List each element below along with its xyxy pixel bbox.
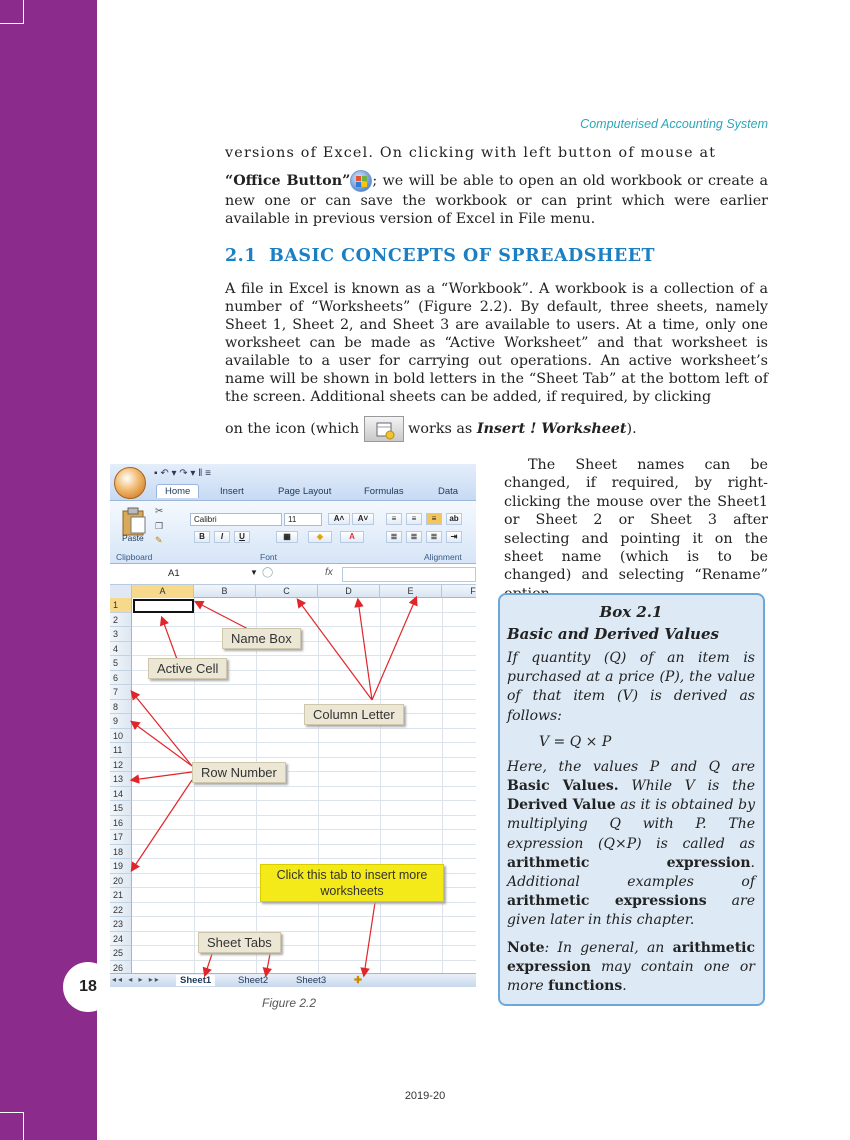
column-header: E: [380, 585, 442, 598]
row-header: 6: [110, 671, 132, 686]
tab-insert: Insert: [220, 486, 244, 497]
row-header: 10: [110, 729, 132, 744]
italic-icon: I: [214, 531, 230, 543]
function-wizard-icon: ◯: [262, 567, 274, 578]
row-header: 15: [110, 801, 132, 816]
bold-icon: B: [194, 531, 210, 543]
callout-sheet-tabs: Sheet Tabs: [198, 932, 281, 953]
border-icon: ▦: [276, 531, 298, 543]
indent-icon: ⇥: [446, 531, 462, 543]
sheet-nav-icon: ◂◂ ◂ ▸ ▸▸: [112, 975, 161, 984]
paragraph-office-button: [225, 170, 768, 228]
callout-column-letter: Column Letter: [304, 704, 404, 725]
footer-year: 2019-20: [404, 1090, 446, 1102]
section-number: 2.1: [225, 246, 257, 266]
insert-worksheet-icon: [364, 416, 404, 442]
fill-color-icon: ◈: [308, 531, 332, 543]
office-button-icon: [350, 170, 372, 192]
insert-worksheet-tab-icon: ✚: [354, 975, 362, 986]
tab-formulas: Formulas: [364, 486, 404, 497]
section-heading: [225, 246, 655, 266]
row-header: 4: [110, 642, 132, 657]
align-right-icon: ≣: [426, 531, 442, 543]
row-header: 19: [110, 859, 132, 874]
sheet-tab-1: Sheet1: [176, 975, 215, 986]
box-note: Note: In general, an arithmetic expression may contain one or more functions.: [507, 939, 756, 995]
quick-access-toolbar: ▪ ↶ ▾ ↷ ▾ ‖ ≡: [154, 468, 211, 479]
box-subtitle: Basic and Derived Values: [507, 625, 719, 643]
row-header: 20: [110, 874, 132, 889]
icon-line-text: on the icon (which: [225, 421, 360, 437]
row-header: 7: [110, 685, 132, 700]
callout-insert-tab: Click this tab to insert more worksheets: [260, 864, 444, 902]
font-color-icon: A: [340, 531, 364, 543]
figure-caption: Figure 2.2: [262, 996, 317, 1010]
row-header: 23: [110, 917, 132, 932]
align-middle-icon: ≡: [406, 513, 422, 525]
paragraph-line-1: versions of Excel. On clicking with left button of mouse at: [225, 145, 717, 161]
box-paragraph-1: If quantity (Q) of an item is purchased at a price (P), the value of that item (V) is derived as follows:: [507, 650, 755, 724]
copy-icon: ❐: [155, 521, 164, 531]
underline-icon: U: [234, 531, 250, 543]
name-box: A1: [168, 568, 180, 579]
row-header: 5: [110, 656, 132, 671]
section-title: BASIC CONCEPTS OF SPREADSHEET: [268, 246, 656, 266]
row-header: 2: [110, 613, 132, 628]
row-header: 9: [110, 714, 132, 729]
align-bottom-icon: ≡: [426, 513, 442, 525]
row-header: 17: [110, 830, 132, 845]
font-name-box: Calibri: [190, 513, 282, 526]
group-clipboard: Clipboard: [116, 552, 153, 562]
paragraph-icon-line: [225, 416, 768, 442]
column-header: D: [318, 585, 380, 598]
info-box: [498, 593, 765, 1006]
row-header: 8: [110, 700, 132, 715]
group-font: Font: [260, 552, 278, 562]
sheet-tab-3: Sheet3: [296, 975, 327, 986]
callout-row-number: Row Number: [192, 762, 286, 783]
column-header: B: [194, 585, 256, 598]
box-title: Box 2.1: [599, 603, 663, 621]
row-header: 1: [110, 598, 132, 613]
box-formula: V = Q × P: [539, 733, 612, 750]
row-header: 3: [110, 627, 132, 642]
format-painter-icon: ✎: [155, 535, 163, 545]
column-header: A: [132, 585, 194, 598]
column-header: F: [470, 586, 476, 596]
paragraph-rename: The Sheet names can be changed, if required, by right-clicking the mouse over the Sheet1 or Sheet 2 or Sheet 3 after selecting and pointing it on the sheet name (which is to be changed) and selecting “Rename”: [504, 457, 768, 584]
name-box-dropdown-icon: ▼: [250, 568, 258, 577]
icon-line-end: ).: [626, 421, 637, 437]
tab-home: Home: [156, 484, 199, 498]
tab-data: Data: [438, 486, 459, 497]
orientation-icon: ab: [446, 513, 462, 525]
box-paragraph-2: Here, the values P and Q are Basic Values. While V is the Derived Value as it is obtained by multiplying Q with P. The expression (Q×P) is called as arithmetic expression. Additional examples of arithmetic expressions are given later in this chapter.: [507, 758, 756, 929]
column-header: C: [256, 585, 318, 598]
excel-figure: [110, 464, 476, 987]
row-header: 16: [110, 816, 132, 831]
tab-page-layout: Page Layout: [278, 486, 332, 497]
align-left-icon: ≣: [386, 531, 402, 543]
row-header: 11: [110, 743, 132, 758]
row-header: 18: [110, 845, 132, 860]
row-header: 25: [110, 946, 132, 961]
row-header: 21: [110, 888, 132, 903]
callout-name-box: Name Box: [222, 628, 301, 649]
shrink-font-icon: A˅: [352, 513, 374, 525]
align-center-icon: ≣: [406, 531, 422, 543]
sheet-tab-2: Sheet2: [238, 975, 269, 986]
align-top-icon: ≡: [386, 513, 402, 525]
office-button-term: “Office Button”: [225, 173, 351, 189]
icon-line-text-2: works as: [408, 421, 473, 437]
row-header: 12: [110, 758, 132, 773]
callout-active-cell: Active Cell: [148, 658, 227, 679]
row-header: 22: [110, 903, 132, 918]
fx-icon: fx: [325, 567, 333, 578]
row-header: 13: [110, 772, 132, 787]
annotation-arrows: [110, 464, 476, 987]
row-header: 26: [110, 961, 132, 976]
crop-mark-bottom: [0, 1112, 24, 1140]
cut-icon: ✂: [155, 506, 164, 517]
font-size-box: 11: [284, 513, 322, 526]
page-number: 18: [63, 962, 113, 1012]
crop-mark-top: [0, 0, 24, 24]
paragraph-workbook: A file in Excel is known as a “Workbook”. A workbook is a collection of a number of “Worksheets” (Figure 2.2). By default, three sheets, namely Sheet 1, Sheet 2, and Sheet 3 are available to users. At a time, only one worksheet can be made as “Active Worksheet” and that worksheet is available to a user for carrying out operations. An active worksheet’s name will be shown in bold letters in the “Sheet Tab” at the bottom left of the screen. Additional sheets can be added, if required, by clicking: [225, 281, 768, 405]
paste-label: Paste: [122, 533, 144, 543]
insert-worksheet-term: Insert ! Worksheet: [476, 421, 627, 437]
running-head: Computerised Accounting System: [580, 117, 768, 131]
paragraph-text: ; we will be able to open an old workbook or create a new one or can save the workbook or can print which were earlier available in previous version of Excel in File menu.: [225, 173, 768, 227]
row-header: 24: [110, 932, 132, 947]
grow-font-icon: A˄: [328, 513, 350, 525]
group-alignment: Alignment: [424, 552, 462, 562]
row-header: 14: [110, 787, 132, 802]
